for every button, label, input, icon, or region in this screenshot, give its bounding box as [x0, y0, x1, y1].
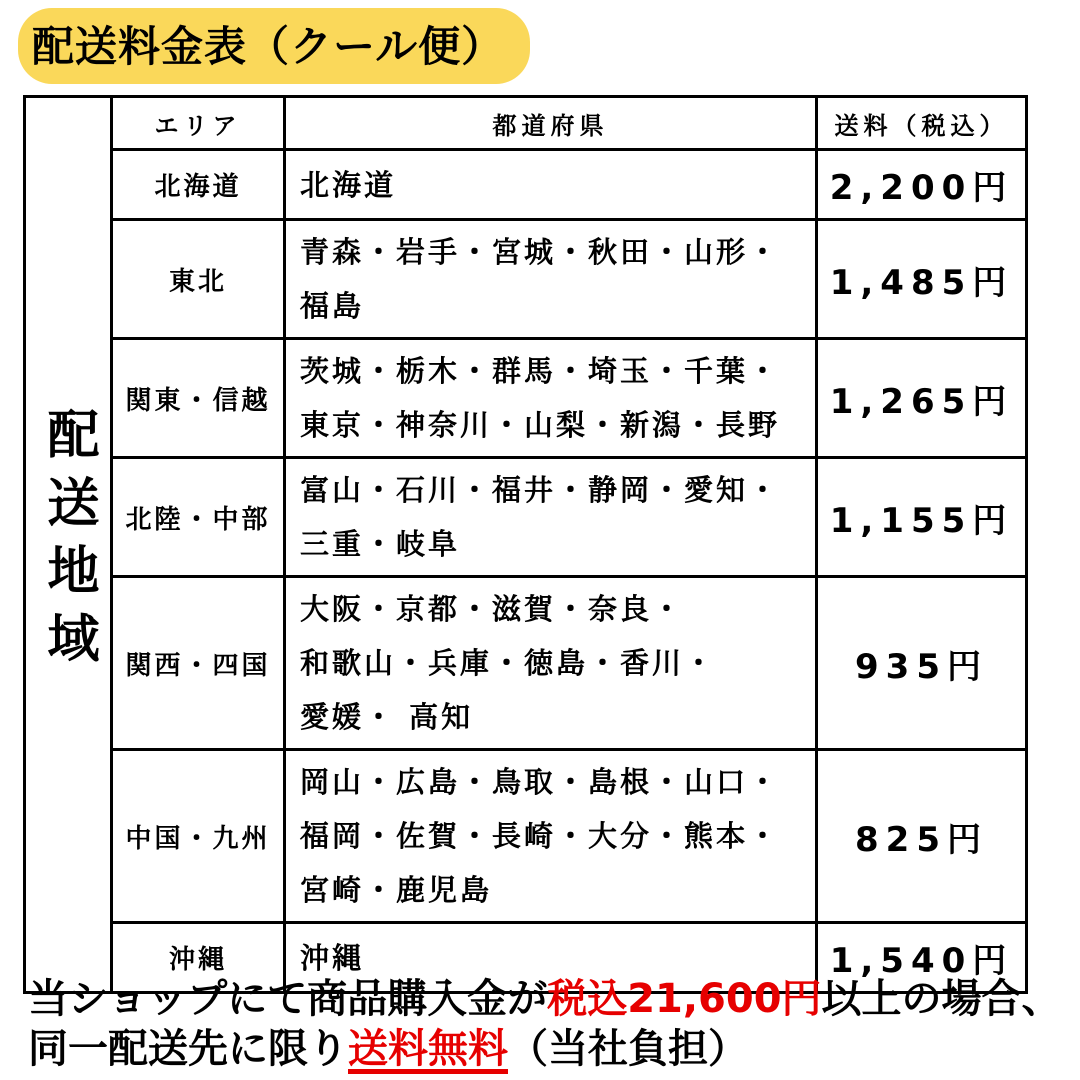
- prefecture-line: 青森・岩手・宮城・秋田・山形・: [300, 235, 781, 269]
- table-row: [25, 339, 1027, 458]
- note-text: 当ショップにて商品購入金が: [28, 976, 548, 1022]
- table-row: [25, 220, 1027, 339]
- prefecture-cell: [285, 458, 817, 577]
- note-text: 同一配送先に限り: [28, 1026, 348, 1072]
- note-text: 以上の場合、: [821, 976, 1062, 1022]
- prefecture-line: 宮崎・鹿児島: [300, 873, 493, 907]
- prefecture-line: 和歌山・兵庫・徳島・香川・: [300, 646, 717, 680]
- area-cell: 関西・四国: [112, 577, 285, 750]
- prefecture-line: 三重・岐阜: [300, 527, 461, 561]
- fee-cell: 1,155円: [817, 458, 1027, 577]
- area-cell: 中国・九州: [112, 750, 285, 923]
- prefecture-line: 福岡・佐賀・長崎・大分・熊本・: [300, 819, 781, 853]
- fee-cell: 825円: [817, 750, 1027, 923]
- prefecture-line: 東京・神奈川・山梨・新潟・長野: [300, 408, 781, 442]
- prefecture-line: 愛媛・ 高知: [300, 700, 474, 734]
- note-line: [28, 1024, 1074, 1074]
- note-line: [28, 974, 1074, 1024]
- fee-cell: 1,485円: [817, 220, 1027, 339]
- area-cell: 北海道: [112, 150, 285, 220]
- free-shipping-note: [28, 974, 1074, 1074]
- column-header-area: エリア: [112, 97, 285, 150]
- table-row: [25, 577, 1027, 750]
- header-row: [25, 97, 1027, 150]
- area-cell: 北陸・中部: [112, 458, 285, 577]
- note-highlight-text: 送料無料: [348, 1026, 508, 1072]
- column-header-prefecture: 都道府県: [285, 97, 817, 150]
- table-row: [25, 458, 1027, 577]
- prefecture-cell: [285, 577, 817, 750]
- prefecture-line: 沖縄: [300, 940, 365, 975]
- prefecture-cell: [285, 150, 817, 220]
- column-header-fee: 送料（税込）: [817, 97, 1027, 150]
- area-cell: 東北: [112, 220, 285, 339]
- prefecture-line: 岡山・広島・鳥取・島根・山口・: [300, 765, 781, 799]
- prefecture-cell: [285, 220, 817, 339]
- page-title: 配送料金表（クール便）: [18, 8, 530, 84]
- shipping-fee-table: [23, 95, 1028, 994]
- prefecture-line: 富山・石川・福井・静岡・愛知・: [300, 473, 781, 507]
- prefecture-line: 茨城・栃木・群馬・埼玉・千葉・: [300, 354, 781, 388]
- fee-cell: 2,200円: [817, 150, 1027, 220]
- note-highlight-text: 税込21,600円: [547, 976, 822, 1022]
- fee-cell: 935円: [817, 577, 1027, 750]
- fee-cell: 1,540円: [817, 923, 1027, 993]
- fee-cell: 1,265円: [817, 339, 1027, 458]
- region-vertical-label: 配送地域: [38, 406, 98, 679]
- table-row: [25, 150, 1027, 220]
- table-row: [25, 750, 1027, 923]
- area-cell: 関東・信越: [112, 339, 285, 458]
- region-merged-cell: [25, 97, 112, 993]
- prefecture-line: 大阪・京都・滋賀・奈良・: [300, 592, 685, 626]
- prefecture-line: 福島: [300, 289, 365, 323]
- prefecture-line: 北海道: [300, 167, 397, 202]
- prefecture-cell: [285, 750, 817, 923]
- prefecture-cell: [285, 339, 817, 458]
- area-cell: 沖縄: [112, 923, 285, 993]
- note-text: （当社負担）: [508, 1026, 748, 1072]
